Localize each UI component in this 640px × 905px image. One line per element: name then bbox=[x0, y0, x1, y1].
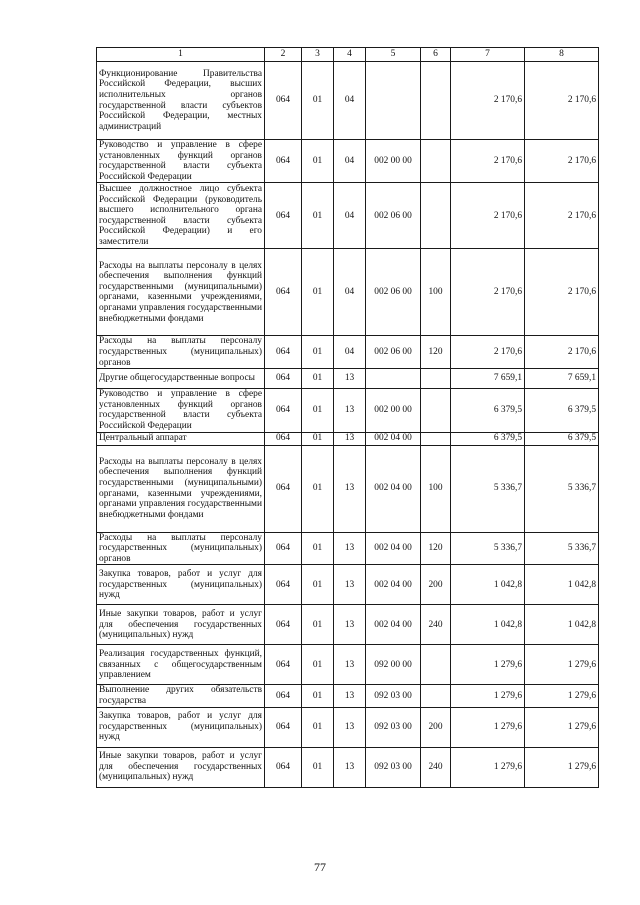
target-article-code: 002 00 00 bbox=[366, 140, 421, 183]
table-row bbox=[97, 336, 599, 369]
expense-type-code bbox=[421, 369, 451, 389]
ministry-code: 064 bbox=[265, 532, 302, 565]
table-row bbox=[97, 432, 599, 445]
ministry-code: 064 bbox=[265, 389, 302, 432]
table-row bbox=[97, 183, 599, 249]
ministry-code: 064 bbox=[265, 140, 302, 183]
row-name: Другие общегосударственные вопросы bbox=[97, 369, 265, 389]
subsection-code: 13 bbox=[334, 645, 366, 685]
ministry-code: 064 bbox=[265, 747, 302, 787]
amount-col7: 7 659,1 bbox=[451, 369, 525, 389]
amount-col8: 1 042,8 bbox=[525, 565, 599, 605]
row-name: Расходы на выплаты персоналу в целях обеспечения выполнения функций государственными (муниципальными) органами, казенными учреждениями, органами управления государственными внебюджетными фондами bbox=[97, 445, 265, 532]
amount-col7: 1 279,6 bbox=[451, 707, 525, 747]
column-header-5: 5 bbox=[366, 48, 421, 62]
section-code: 01 bbox=[302, 532, 334, 565]
section-code: 01 bbox=[302, 183, 334, 249]
expense-type-code: 240 bbox=[421, 605, 451, 645]
target-article-code: 092 00 00 bbox=[366, 645, 421, 685]
ministry-code: 064 bbox=[265, 249, 302, 336]
subsection-code: 13 bbox=[334, 445, 366, 532]
amount-col8: 2 170,6 bbox=[525, 62, 599, 140]
table-row bbox=[97, 369, 599, 389]
subsection-code: 13 bbox=[334, 685, 366, 707]
target-article-code: 002 06 00 bbox=[366, 249, 421, 336]
row-name: Иные закупки товаров, работ и услуг для обеспечения государственных (муниципальных) нужд bbox=[97, 747, 265, 787]
table-row bbox=[97, 747, 599, 787]
section-code: 01 bbox=[302, 389, 334, 432]
subsection-code: 04 bbox=[334, 183, 366, 249]
subsection-code: 13 bbox=[334, 389, 366, 432]
amount-col7: 6 379,5 bbox=[451, 432, 525, 445]
amount-col8: 1 279,6 bbox=[525, 645, 599, 685]
section-code: 01 bbox=[302, 432, 334, 445]
expense-type-code bbox=[421, 432, 451, 445]
section-code: 01 bbox=[302, 369, 334, 389]
table-row bbox=[97, 532, 599, 565]
target-article-code: 002 06 00 bbox=[366, 183, 421, 249]
column-header-1: 1 bbox=[97, 48, 265, 62]
expense-type-code: 200 bbox=[421, 707, 451, 747]
section-code: 01 bbox=[302, 445, 334, 532]
column-header-4: 4 bbox=[334, 48, 366, 62]
header-row bbox=[97, 48, 599, 62]
row-name: Иные закупки товаров, работ и услуг для обеспечения государственных (муниципальных) нужд bbox=[97, 605, 265, 645]
section-code: 01 bbox=[302, 565, 334, 605]
row-name: Расходы на выплаты персоналу государственных (муниципальных) органов bbox=[97, 336, 265, 369]
amount-col8: 1 042,8 bbox=[525, 605, 599, 645]
target-article-code: 002 04 00 bbox=[366, 432, 421, 445]
section-code: 01 bbox=[302, 645, 334, 685]
table-row bbox=[97, 707, 599, 747]
section-code: 01 bbox=[302, 707, 334, 747]
table-row bbox=[97, 605, 599, 645]
amount-col8: 6 379,5 bbox=[525, 389, 599, 432]
subsection-code: 13 bbox=[334, 747, 366, 787]
amount-col8: 6 379,5 bbox=[525, 432, 599, 445]
row-name: Закупка товаров, работ и услуг для государственных (муниципальных) нужд bbox=[97, 565, 265, 605]
column-header-3: 3 bbox=[302, 48, 334, 62]
subsection-code: 13 bbox=[334, 707, 366, 747]
amount-col7: 5 336,7 bbox=[451, 445, 525, 532]
amount-col7: 1 042,8 bbox=[451, 605, 525, 645]
subsection-code: 13 bbox=[334, 605, 366, 645]
table-row bbox=[97, 565, 599, 605]
subsection-code: 04 bbox=[334, 249, 366, 336]
table-header bbox=[97, 48, 599, 62]
column-header-8: 8 bbox=[525, 48, 599, 62]
page-number: 77 bbox=[314, 860, 326, 874]
row-name: Руководство и управление в сфере установленных функций органов государственной власти субъекта Российской Федерации bbox=[97, 389, 265, 432]
subsection-code: 13 bbox=[334, 432, 366, 445]
ministry-code: 064 bbox=[265, 707, 302, 747]
row-name: Закупка товаров, работ и услуг для государственных (муниципальных) нужд bbox=[97, 707, 265, 747]
ministry-code: 064 bbox=[265, 369, 302, 389]
amount-col7: 6 379,5 bbox=[451, 389, 525, 432]
amount-col8: 2 170,6 bbox=[525, 183, 599, 249]
amount-col7: 1 279,6 bbox=[451, 685, 525, 707]
table-row bbox=[97, 685, 599, 707]
amount-col8: 5 336,7 bbox=[525, 445, 599, 532]
expense-type-code bbox=[421, 140, 451, 183]
amount-col7: 2 170,6 bbox=[451, 62, 525, 140]
subsection-code: 04 bbox=[334, 336, 366, 369]
ministry-code: 064 bbox=[265, 685, 302, 707]
target-article-code: 092 03 00 bbox=[366, 707, 421, 747]
amount-col8: 7 659,1 bbox=[525, 369, 599, 389]
target-article-code: 002 04 00 bbox=[366, 565, 421, 605]
table-row bbox=[97, 645, 599, 685]
row-name: Функционирование Правительства Российской Федерации, высших исполнительных органов государственной власти субъектов Российской Федерации, местных администраций bbox=[97, 62, 265, 140]
row-name: Реализация государственных функций, связанных с общегосударственным управлением bbox=[97, 645, 265, 685]
amount-col7: 2 170,6 bbox=[451, 336, 525, 369]
table-row bbox=[97, 389, 599, 432]
expense-type-code: 100 bbox=[421, 249, 451, 336]
subsection-code: 13 bbox=[334, 565, 366, 605]
expense-type-code bbox=[421, 183, 451, 249]
subsection-code: 13 bbox=[334, 369, 366, 389]
amount-col7: 2 170,6 bbox=[451, 140, 525, 183]
amount-col7: 2 170,6 bbox=[451, 183, 525, 249]
amount-col7: 2 170,6 bbox=[451, 249, 525, 336]
section-code: 01 bbox=[302, 685, 334, 707]
subsection-code: 04 bbox=[334, 140, 366, 183]
amount-col8: 2 170,6 bbox=[525, 249, 599, 336]
amount-col7: 1 279,6 bbox=[451, 645, 525, 685]
target-article-code bbox=[366, 369, 421, 389]
amount-col8: 2 170,6 bbox=[525, 140, 599, 183]
column-header-6: 6 bbox=[421, 48, 451, 62]
ministry-code: 064 bbox=[265, 565, 302, 605]
amount-col7: 5 336,7 bbox=[451, 532, 525, 565]
table-body bbox=[97, 62, 599, 788]
expense-type-code bbox=[421, 389, 451, 432]
budget-table bbox=[96, 47, 599, 788]
ministry-code: 064 bbox=[265, 336, 302, 369]
expense-type-code bbox=[421, 645, 451, 685]
target-article-code bbox=[366, 62, 421, 140]
amount-col8: 1 279,6 bbox=[525, 707, 599, 747]
amount-col7: 1 042,8 bbox=[451, 565, 525, 605]
row-name: Выполнение других обязательств государства bbox=[97, 685, 265, 707]
target-article-code: 002 04 00 bbox=[366, 532, 421, 565]
row-name: Руководство и управление в сфере установленных функций органов государственной власти субъекта Российской Федерации bbox=[97, 140, 265, 183]
column-header-7: 7 bbox=[451, 48, 525, 62]
expense-type-code: 120 bbox=[421, 532, 451, 565]
amount-col8: 1 279,6 bbox=[525, 685, 599, 707]
subsection-code: 13 bbox=[334, 532, 366, 565]
target-article-code: 092 03 00 bbox=[366, 685, 421, 707]
column-header-2: 2 bbox=[265, 48, 302, 62]
expense-type-code: 100 bbox=[421, 445, 451, 532]
subsection-code: 04 bbox=[334, 62, 366, 140]
section-code: 01 bbox=[302, 336, 334, 369]
table-row bbox=[97, 62, 599, 140]
section-code: 01 bbox=[302, 140, 334, 183]
ministry-code: 064 bbox=[265, 432, 302, 445]
table-row bbox=[97, 249, 599, 336]
target-article-code: 002 04 00 bbox=[366, 445, 421, 532]
ministry-code: 064 bbox=[265, 645, 302, 685]
target-article-code: 002 06 00 bbox=[366, 336, 421, 369]
section-code: 01 bbox=[302, 62, 334, 140]
section-code: 01 bbox=[302, 747, 334, 787]
target-article-code: 002 04 00 bbox=[366, 605, 421, 645]
row-name: Центральный аппарат bbox=[97, 432, 265, 445]
expense-type-code: 200 bbox=[421, 565, 451, 605]
row-name: Высшее должностное лицо субъекта Российской Федерации (руководитель высшего исполнительного органа государственной власти субъекта Российской Федерации) и его заместители bbox=[97, 183, 265, 249]
expense-type-code bbox=[421, 62, 451, 140]
expense-type-code: 240 bbox=[421, 747, 451, 787]
section-code: 01 bbox=[302, 605, 334, 645]
amount-col8: 1 279,6 bbox=[525, 747, 599, 787]
amount-col8: 2 170,6 bbox=[525, 336, 599, 369]
expense-type-code bbox=[421, 685, 451, 707]
ministry-code: 064 bbox=[265, 605, 302, 645]
target-article-code: 002 00 00 bbox=[366, 389, 421, 432]
table-row bbox=[97, 140, 599, 183]
ministry-code: 064 bbox=[265, 445, 302, 532]
row-name: Расходы на выплаты персоналу государственных (муниципальных) органов bbox=[97, 532, 265, 565]
row-name: Расходы на выплаты персоналу в целях обеспечения выполнения функций государственными (муниципальными) органами, казенными учреждениями, органами управления государственными внебюджетными фондами bbox=[97, 249, 265, 336]
expense-type-code: 120 bbox=[421, 336, 451, 369]
ministry-code: 064 bbox=[265, 183, 302, 249]
table-row bbox=[97, 445, 599, 532]
target-article-code: 092 03 00 bbox=[366, 747, 421, 787]
ministry-code: 064 bbox=[265, 62, 302, 140]
amount-col8: 5 336,7 bbox=[525, 532, 599, 565]
amount-col7: 1 279,6 bbox=[451, 747, 525, 787]
section-code: 01 bbox=[302, 249, 334, 336]
